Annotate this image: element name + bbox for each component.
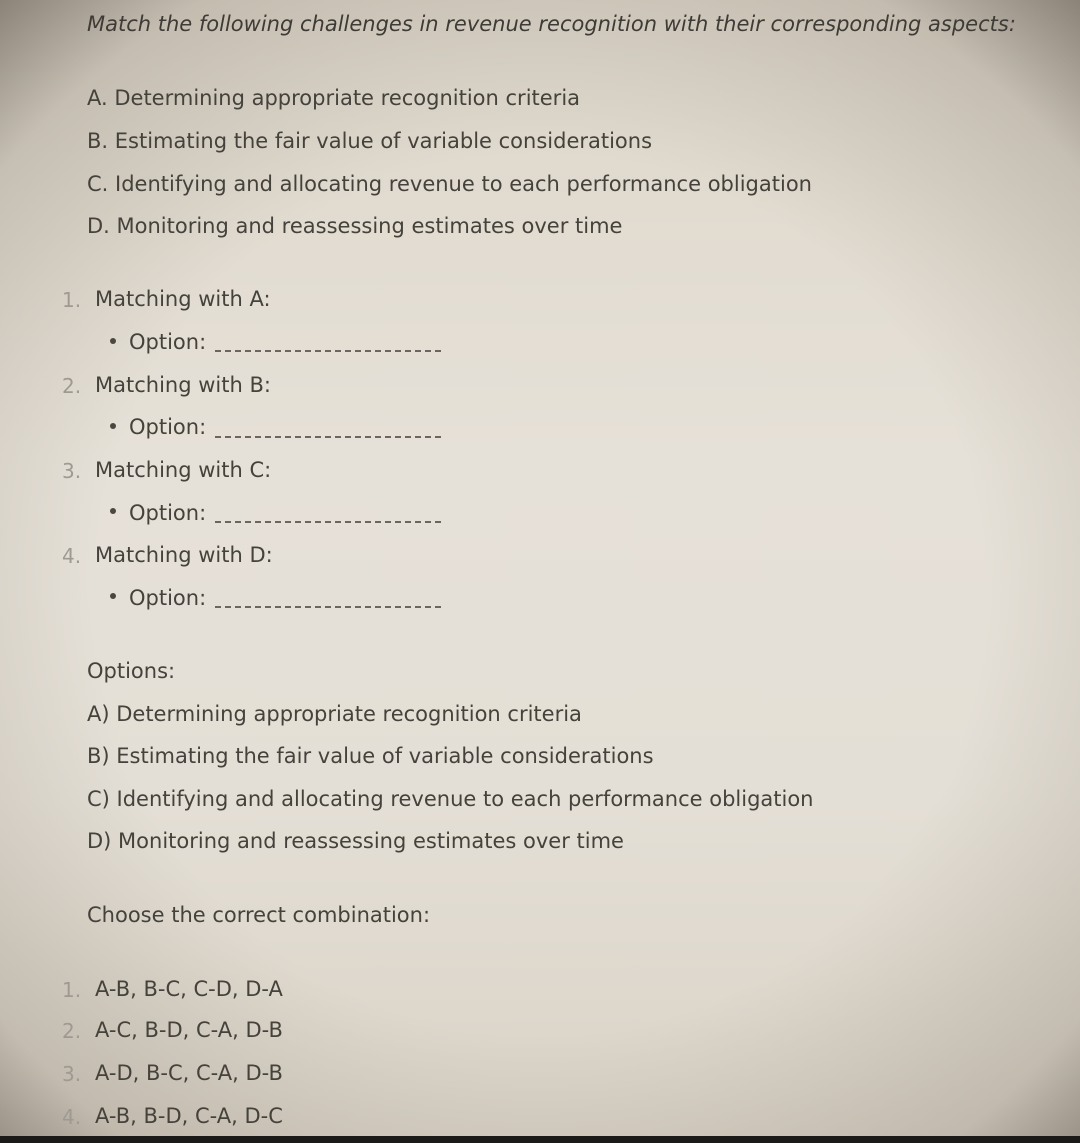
bullet-icon [110, 508, 116, 514]
option-label: Option: [129, 415, 207, 439]
bullet-icon [110, 593, 116, 599]
bullet-icon [110, 423, 116, 429]
answer-blank-d[interactable] [215, 606, 441, 608]
matching-number: 3. [62, 459, 82, 483]
challenge-b: B. Estimating the fair value of variable considerations [87, 129, 653, 153]
answer-blank-c[interactable] [215, 521, 441, 523]
question-title: Match the following challenges in revenue recognition with their corresponding aspects: [87, 12, 1016, 36]
choice-3[interactable]: A-D, B-C, C-A, D-B [95, 1061, 283, 1085]
option-b: B) Estimating the fair value of variable considerations [87, 744, 654, 768]
challenge-c: C. Identifying and allocating revenue to each performance obligation [87, 172, 812, 196]
option-label: Option: [129, 330, 207, 354]
challenge-d: D. Monitoring and reassessing estimates over time [87, 214, 623, 238]
option-label: Option: [129, 501, 207, 525]
option-d: D) Monitoring and reassessing estimates over time [87, 829, 624, 853]
matching-label-b: Matching with B: [95, 373, 271, 397]
answer-blank-b[interactable] [215, 436, 441, 438]
answer-blank-a[interactable] [215, 350, 441, 352]
choice-number: 1. [62, 978, 82, 1002]
matching-number: 1. [62, 288, 82, 312]
matching-label-c: Matching with C: [95, 458, 272, 482]
choice-2[interactable]: A-C, B-D, C-A, D-B [95, 1018, 283, 1042]
option-a: A) Determining appropriate recognition criteria [87, 702, 582, 726]
challenge-a: A. Determining appropriate recognition criteria [87, 86, 581, 110]
matching-label-d: Matching with D: [95, 543, 273, 567]
choice-number: 4. [62, 1105, 82, 1129]
bullet-icon [110, 338, 116, 344]
option-label: Option: [129, 586, 207, 610]
options-heading: Options: [87, 659, 176, 683]
combination-prompt: Choose the correct combination: [87, 903, 431, 927]
matching-label-a: Matching with A: [95, 287, 271, 311]
option-c: C) Identifying and allocating revenue to each performance obligation [87, 787, 814, 811]
matching-number: 2. [62, 374, 82, 398]
choice-1[interactable]: A-B, B-C, C-D, D-A [95, 977, 283, 1001]
matching-number: 4. [62, 544, 82, 568]
bottom-edge-bar [0, 1136, 1080, 1143]
choice-number: 3. [62, 1062, 82, 1086]
choice-number: 2. [62, 1019, 82, 1043]
choice-4[interactable]: A-B, B-D, C-A, D-C [95, 1104, 283, 1128]
